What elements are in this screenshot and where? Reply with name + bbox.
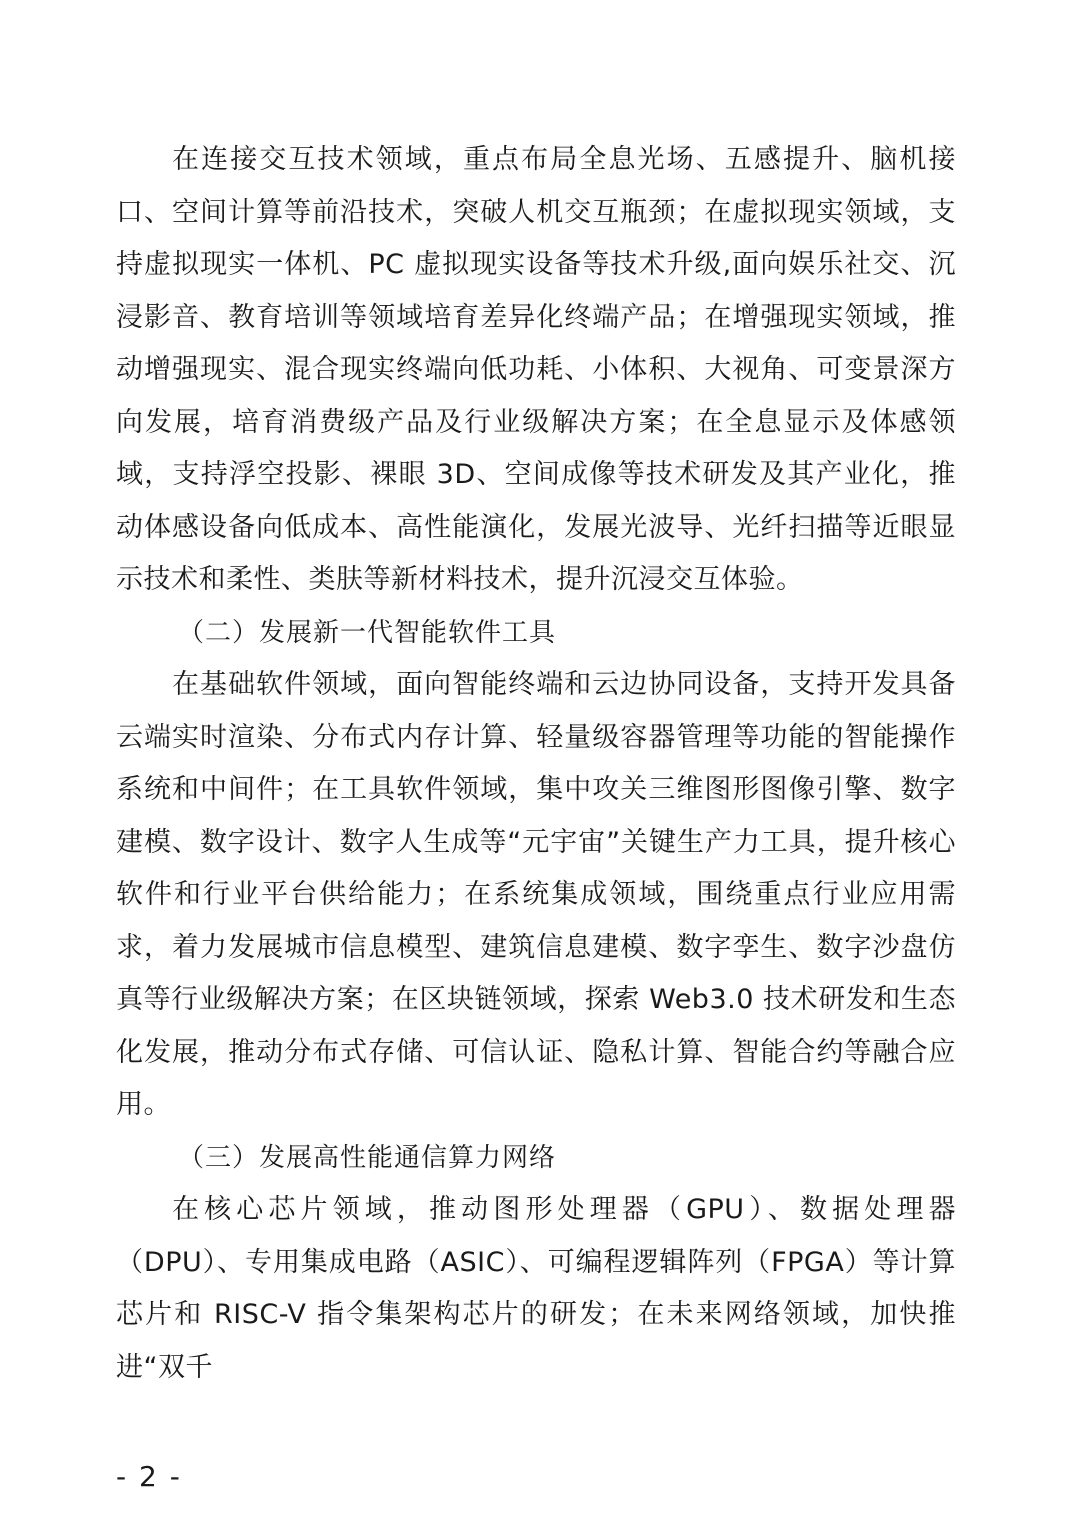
document-body <box>116 134 956 1394</box>
paragraph-interaction-technology: 在连接交互技术领域，重点布局全息光场、五感提升、脑机接口、空间计算等前沿技术，突破人机交互瓶颈；在虚拟现实领域，支持虚拟现实一体机、PC 虚拟现实设备等技术升级,面向娱乐社交、沉浸影音、教育培训等领域培育差异化终端产品；在增强现实领域，推动增强现实、混合现实终端向低功耗、小体积、大视角、可变景深方向发展，培育消费级产品及行业级解决方案；在全息显示及体感领域，支持浮空投影、裸眼 3D、空间成像等技术研发及其产业化，推动体感设备向低成本、高性能演化，发展光波导、光纤扫描等近眼显示技术和柔性、类肤等新材料技术，提升沉浸交互体验。 <box>116 144 956 595</box>
section-heading-software-tools: （二）发展新一代智能软件工具 <box>178 617 557 648</box>
paragraph-computing-network: 在核心芯片领域，推动图形处理器（GPU）、数据处理器（DPU）、专用集成电路（ASIC）、可编程逻辑阵列（FPGA）等计算芯片和 RISC-V 指令集架构芯片的研发；在未来网络领域，加快推进“双千 <box>116 1194 956 1383</box>
paragraph-software-tools: 在基础软件领域，面向智能终端和云边协同设备，支持开发具备云端实时渲染、分布式内存计算、轻量级容器管理等功能的智能操作系统和中间件；在工具软件领域，集中攻关三维图形图像引擎、数字建模、数字设计、数字人生成等“元宇宙”关键生产力工具，提升核心软件和行业平台供给能力；在系统集成领域，围绕重点行业应用需求，着力发展城市信息模型、建筑信息建模、数字孪生、数字沙盘仿真等行业级解决方案；在区块链领域，探索 Web3.0 技术研发和生态化发展，推动分布式存储、可信认证、隐私计算、智能合约等融合应用。 <box>116 669 956 1120</box>
page-number: - 2 - <box>116 1460 182 1493</box>
section-heading-computing-network: （三）发展高性能通信算力网络 <box>178 1142 557 1173</box>
